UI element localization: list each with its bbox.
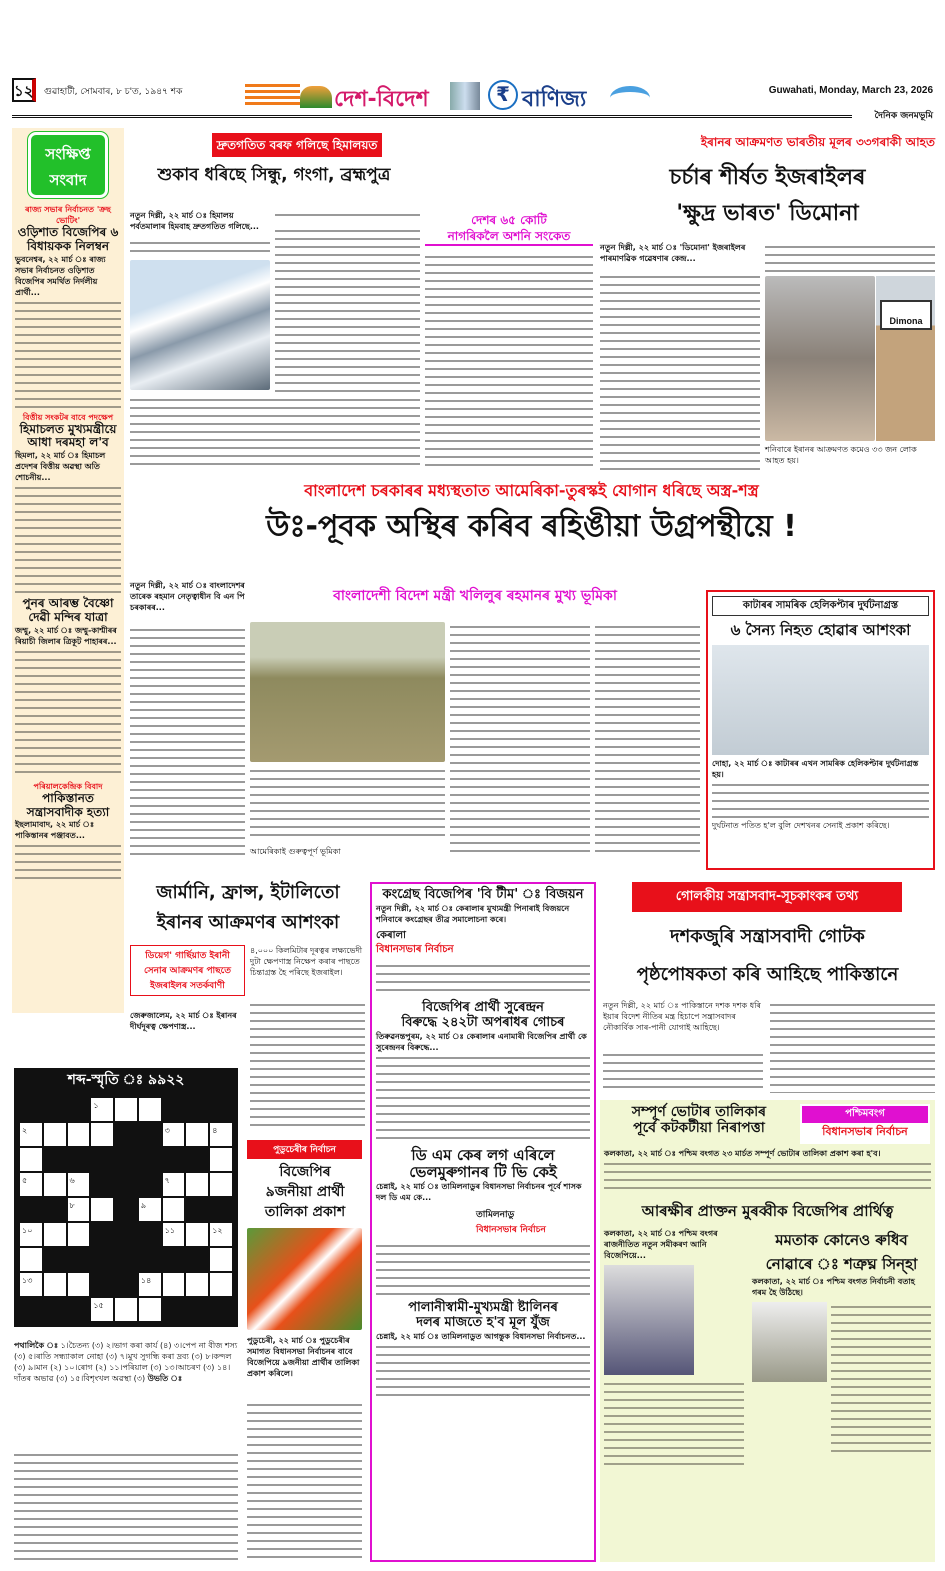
crossword-block xyxy=(163,1098,185,1121)
qatar-dateline: দোহা, ২২ মাৰ্চ ঃ কাটাৰৰ এখন সামৰিক হেলিকপ্টাৰ দুৰ্ঘটনাগ্ৰস্ত হয়। xyxy=(712,758,919,779)
crossword-block xyxy=(115,1148,137,1171)
brief-text: ছিমলা, ২২ মাৰ্চ ঃ হিমাচল প্ৰদেশৰ বিত্তীয় অৱস্থা অতি শোচনীয়... xyxy=(15,451,106,483)
local-date: গুৱাহাটী, সোমবাৰ, ৮ চ'ত, ১৯৪৭ শক xyxy=(44,87,183,97)
kerala-election-logo: কেৰালা বিধানসভাৰ নিৰ্বাচন xyxy=(376,929,454,955)
brief-text: ইছলামাবাদ, ২২ মাৰ্চ ঃ পাকিস্তানৰ পঞ্জাবত... xyxy=(15,820,95,841)
brief-text: ভুবনেশ্বৰ, ২২ মাৰ্চ ঃ ৰাজ্য সভাৰ নিৰ্বাচনত ওড়িশাত বিজেপিৰ সমৰ্থিত নিৰ্দলীয় প্ৰাৰ্থী... xyxy=(15,254,106,297)
crossword-block xyxy=(91,1223,113,1246)
crossword-block xyxy=(20,1198,42,1221)
brief-kicker: পৰিয়ালকেন্দ্ৰিক বিবাদ xyxy=(33,781,103,791)
bengal-election-logo: পশ্চিমবংগ বিধানসভাৰ নিৰ্বাচন xyxy=(800,1104,930,1144)
crossword-block xyxy=(91,1273,113,1296)
brief-kicker: ৰাজ্য সভাৰ নিৰ্বাচনত 'ক্ৰছ ভোটিং' xyxy=(25,205,111,225)
qatar-label: কাটাৰৰ সামৰিক হেলিকপ্টাৰ দুৰ্ঘটনাগ্ৰস্ত xyxy=(712,596,929,616)
clues-down-label: উভতি ঃ xyxy=(147,1374,183,1383)
crossword-cell[interactable]: ৪ xyxy=(210,1123,232,1146)
crossword-cell[interactable]: ১০ xyxy=(20,1223,42,1246)
rupee-globe-icon: ₹ xyxy=(488,80,518,110)
page-number: ১২ xyxy=(12,78,36,102)
himalaya-label: দ্ৰুতগতিত বৰফ গলিছে হিমালয়ত xyxy=(212,133,382,157)
lead-headline: উঃ-পূবক অস্থিৰ কৰিব ৰহিঙীয়া উগ্ৰপন্থীয়ে ! xyxy=(266,509,797,544)
crossword-cell[interactable] xyxy=(20,1148,42,1171)
crossword-clues xyxy=(14,1340,238,1384)
crossword-cell[interactable]: ৫ xyxy=(20,1173,42,1196)
brief-kicker: বিত্তীয় সংকটৰ বাবে পদক্ষেপ xyxy=(22,412,114,422)
badge-line-1: সংক্ষিপ্ত xyxy=(45,145,91,163)
section-title-desh-videsh: দেশ-বিদেশ xyxy=(334,87,429,112)
crossword-block xyxy=(139,1123,161,1146)
crossword-cell[interactable] xyxy=(210,1148,232,1171)
clues-across-label: পথালিকৈ ঃ xyxy=(14,1341,59,1350)
crossword-block xyxy=(115,1123,137,1146)
headline-line: ডি এম কেৰ লগ এৰিলে xyxy=(411,1145,555,1164)
headline-line: পূৰ্বে কটকটীয়া নিৰাপত্তা xyxy=(633,1120,765,1137)
headline-line: তালিকা প্ৰকাশ xyxy=(264,1204,346,1220)
english-date: Guwahati, Monday, March 23, 2026 xyxy=(768,85,933,96)
crossword-block xyxy=(139,1173,161,1196)
qatar-headline: ৬ সৈন্য নিহত হোৱাৰ আশংকা xyxy=(730,620,911,639)
police-officer-image xyxy=(604,1265,694,1375)
headline-line: মমতাক কোনেও ৰুধিব xyxy=(775,1231,908,1250)
crossword-cell[interactable] xyxy=(44,1173,66,1196)
brief-title: পাকিস্তানত সন্ত্ৰাসবাদীক হত্যা xyxy=(26,790,110,819)
headline-line: নোৱাৰে ঃ শত্ৰুঘ্ন সিন্হা xyxy=(765,1255,918,1274)
surendran-dateline: তিৰুৱনন্তপুৰম, ২২ মাৰ্চ ঃ কেৰালাৰ এনামাৰী বিজেপিৰ প্ৰাৰ্থী কে সুৰেন্দ্ৰনৰ বিৰুদ্ধে... xyxy=(376,1031,587,1052)
headline-line: ভেলমুৰুগানৰ টি ভি কেই xyxy=(409,1163,557,1182)
brief-title: হিমাচলত মুখ্যমন্ত্ৰীয়ে আধা দৰমহা ল'ব xyxy=(19,421,117,450)
lead-subhead: বাংলাদেশী বিদেশ মন্ত্ৰী খলিলুৰ ৰহমানৰ মুখ্য ভূমিকা xyxy=(333,588,617,604)
crossword-block xyxy=(163,1298,185,1321)
crossword xyxy=(14,1068,238,1327)
crossword-block xyxy=(44,1198,66,1221)
himalaya-subhead xyxy=(425,212,593,246)
puducherry-dateline: পুডুচেৰী, ২২ মাৰ্চ ঃ পুডুচেৰীৰ সমাগত বিধানসভা নিৰ্বাচনৰ বাবে বিজেপিয়ে ৯জনীয়া প্ৰাৰ্থীৰ তালিকা প্ৰকাশ কৰিলে। xyxy=(247,1336,360,1378)
crossword-block xyxy=(68,1298,90,1321)
crossword-block xyxy=(186,1248,208,1271)
crossword-cell[interactable] xyxy=(163,1198,185,1221)
crossword-cell[interactable]: ১৪ xyxy=(139,1273,161,1296)
israel-dateline: নতুন দিল্লী, ২২ মাৰ্চ ঃ 'ডিমোনা' ইজৰাইলৰ পাৰমাণৱিক গৱেষণাৰ কেন্দ্ৰ... xyxy=(600,243,746,263)
stalin-dateline: চেন্নাই, ২২ মাৰ্চ ঃ তামিলনাডুত আগন্তুক বিধানসভা নিৰ্বাচনত... xyxy=(376,1332,586,1342)
kerala-headline: কংগ্ৰেছ বিজেপিৰ 'বি টীম' ঃ বিজয়ন xyxy=(382,887,584,902)
tamilnadu-election-logo: তামিলনাডু বিধানসভাৰ নিৰ্বাচন xyxy=(476,1210,546,1236)
headline-line: ইৰানৰ আক্ৰমণৰ আশংকা xyxy=(156,912,340,933)
brief-item xyxy=(12,779,124,884)
soldiers-image xyxy=(250,622,445,762)
un-building-icon xyxy=(450,82,480,110)
headline-line: বিৰুদ্ধে ২৪২টা অপৰাধৰ গোচৰ xyxy=(401,1014,565,1030)
crossword-block xyxy=(210,1298,232,1321)
lead-kicker: বাংলাদেশ চৰকাৰৰ মধ্যস্থতাত আমেৰিকা-তুৰস্কই যোগান ধৰিছে অস্ত্ৰ-শস্ত্ৰ xyxy=(304,481,759,500)
qatar-tail: দুৰ্ঘটনাত পতিত হ'ল বুলি দেশখনৰ সেনাই প্ৰকাশ কৰিছে। xyxy=(712,820,890,830)
europe-text: ৪,০০০ কিলমিটাৰ দূৰত্বৰ লক্ষ্যভেদী দুটা ক্ষেপণাস্ত্ৰ নিক্ষেপ কৰাৰ পাছতে চিন্তাগ্ৰস্ত হৈ পৰিছে ইজৰাইল। xyxy=(250,946,363,977)
subhead-line: দেশৰ ৬৫ কোটি xyxy=(471,213,547,227)
lead-dateline: নতুন দিল্লী, ২২ মাৰ্চ ঃ বাংলাদেশৰ তাৰেক ৰহমান নেতৃত্বাধীন বি এন পি চৰকাৰৰ... xyxy=(130,581,245,612)
brief-item xyxy=(12,410,124,596)
crossword-block xyxy=(115,1248,137,1271)
crossword-block xyxy=(186,1098,208,1121)
crossword-cell[interactable] xyxy=(210,1273,232,1296)
crossword-block xyxy=(68,1148,90,1171)
crossword-block xyxy=(115,1223,137,1246)
crossword-cell[interactable] xyxy=(186,1123,208,1146)
masthead-stripes xyxy=(245,84,300,108)
europe-box: ডিয়েগ' গাৰ্ছিয়াত ইৰানী সেনাৰ আক্ৰমণৰ পাছতে ইজৰাইলৰ সতৰ্কবাণী xyxy=(130,945,245,996)
crossword-cell[interactable] xyxy=(91,1198,113,1221)
header-rule xyxy=(12,115,852,118)
brief-title: ওড়িশাত বিজেপিৰ ৬ বিধায়কক নিলম্বন xyxy=(17,225,119,253)
crossword-cell[interactable]: ৩ xyxy=(163,1123,185,1146)
headline-line: বিজেপিৰ প্ৰাৰ্থী সুৰেন্দ্ৰন xyxy=(422,999,544,1015)
crossword-block xyxy=(91,1173,113,1196)
crossword-cell[interactable] xyxy=(44,1123,66,1146)
helicopter-image xyxy=(712,645,929,755)
headline-line: সম্পূৰ্ণ ভোটাৰ তালিকাৰ xyxy=(631,1104,767,1120)
bengal-dateline-2: কলকাতা, ২২ মাৰ্চ ঃ পশ্চিম বংগৰ ৰাজনীতিত নতুন সমীকৰণ আনি বিজেপিয়ে... xyxy=(604,1229,718,1261)
brief-item xyxy=(12,595,124,779)
shatrughan-image xyxy=(752,1302,827,1382)
headline-line: চৰ্চাৰ শীৰ্ষত ইজৰাইলৰ xyxy=(669,165,866,190)
headline-line: ৯জনীয়া প্ৰাৰ্থী xyxy=(265,1184,345,1200)
himalaya-mountain-image xyxy=(130,260,270,390)
europe-dateline: জেৰুজালেম, ২২ মাৰ্চ ঃ ইৰানৰ দীৰ্ঘদূৰত্ব ক্ষেপণাস্ত্ৰ... xyxy=(130,1011,237,1031)
bengal-dateline-3: কলকাতা, ২২ মাৰ্চ ঃ পশ্চিম বংগত নিৰ্বাচনী বতাহ গৰম হৈ উঠিছে। xyxy=(752,1277,915,1298)
crossword-cell[interactable] xyxy=(91,1123,113,1146)
crossword-cell[interactable] xyxy=(186,1173,208,1196)
qatar-box xyxy=(706,590,935,870)
crossword-cell[interactable]: ১৩ xyxy=(20,1273,42,1296)
crossword-cell[interactable]: ৯ xyxy=(139,1198,161,1221)
europe-headline xyxy=(128,878,368,938)
crossword-cell[interactable] xyxy=(210,1248,232,1271)
puducherry-label: পুডুচেৰীৰ নিৰ্বাচন xyxy=(247,1140,362,1159)
bengal-headline-2: আৰক্ষীৰ প্ৰাক্তন মুৰব্বীক বিজেপিৰ প্ৰাৰ্থিত্ব xyxy=(641,1202,894,1221)
dimona-road-sign: Dimona xyxy=(880,300,932,330)
terror-dateline: নতুন দিল্লী, ২২ মাৰ্চ ঃ পাকিস্তানে দশক দশক ধৰি ইয়াৰ বিদেশ নীতিৰ মন্ত্ৰ হিচাপে সন্ত্ৰাসবাদৰ নৌকাৰ্বিক সাৰ-পানী যোগাই আহিছে। xyxy=(603,1001,761,1032)
crossword-cell[interactable] xyxy=(115,1098,137,1121)
tvk-dateline: চেন্নাই, ২২ মাৰ্চ ঃ তামিলনাডুৰ বিধানসভা নিৰ্বাচনৰ পূৰ্বে শাসক দল ডি এম কে... xyxy=(376,1182,582,1203)
bjp-flags-image xyxy=(247,1228,362,1330)
israel-caption: শনিবাৰে ইৰানৰ আক্ৰমণত কমেও ৩৩ জন লোক আহত হয়। xyxy=(765,445,917,465)
crossword-cell[interactable]: ৬ xyxy=(68,1173,90,1196)
crossword-block xyxy=(186,1148,208,1171)
brief-text: জম্মু, ২২ মাৰ্চ ঃ জম্মু-কাশ্মীৰৰ ৰিয়াচী জিলাৰ ত্ৰিকূট পাহাৰৰ... xyxy=(15,625,117,646)
brief-news-column xyxy=(12,128,124,1013)
election-box xyxy=(370,882,596,1562)
crossword-cell[interactable]: ১২ xyxy=(210,1223,232,1246)
crossword-block xyxy=(44,1248,66,1271)
crossword-block xyxy=(44,1148,66,1171)
headline-line: দলৰ মাজতে হ'ব মূল যুঁজ xyxy=(416,1315,550,1331)
crossword-cell[interactable] xyxy=(139,1098,161,1121)
terror-label: গোলকীয় সন্ত্ৰাসবাদ-সূচকাংকৰ তথ্য xyxy=(632,882,902,912)
crossword-block xyxy=(186,1198,208,1221)
himalaya-headline: শুকাব ধৰিছে সিন্ধু, গংগা, ব্ৰহ্মপুত্ৰ xyxy=(157,165,391,185)
paper-name: দৈনিক জনমভূমি xyxy=(874,111,933,121)
bengal-section xyxy=(600,1100,935,1562)
kerala-dateline: নতুন দিল্লী, ২২ মাৰ্চ ঃ কেৰালাৰ মুখ্যমন্ত্ৰী পিনাৰাই বিজয়নে শনিবাৰে কংগ্ৰেছৰ তীব্ৰ সমালোচনা কৰে। xyxy=(376,903,570,924)
crossword-cell[interactable] xyxy=(68,1223,90,1246)
crossword-cell[interactable] xyxy=(139,1298,161,1321)
crossword-cell[interactable] xyxy=(115,1298,137,1321)
lead-tail: আমেৰিকাই গুৰুত্বপূৰ্ণ ভূমিকা xyxy=(250,847,341,856)
crossword-cell[interactable] xyxy=(186,1223,208,1246)
crossword-block xyxy=(139,1148,161,1171)
headline-line: বিজেপিৰ xyxy=(279,1164,331,1180)
crossword-cell[interactable] xyxy=(44,1223,66,1246)
badge-line-2: সংবাদ xyxy=(49,171,87,189)
crossword-cell[interactable]: ১ xyxy=(91,1098,113,1121)
crossword-cell[interactable] xyxy=(68,1273,90,1296)
crossword-cell[interactable] xyxy=(210,1173,232,1196)
himalaya-dateline: নতুন দিল্লী, ২২ মাৰ্চ ঃ হিমালয় পৰ্বতমালাৰ হিমবাহ দ্ৰুতগতিত গলিছে... xyxy=(130,211,259,231)
headline-line: 'ক্ষুদ্ৰ ভাৰত' ডিমোনা xyxy=(676,201,859,226)
puducherry-headline xyxy=(245,1162,365,1222)
crossword-cell[interactable]: ১১ xyxy=(163,1223,185,1246)
crossword-cell[interactable] xyxy=(186,1273,208,1296)
crossword-block xyxy=(44,1098,66,1121)
crossword-block xyxy=(163,1148,185,1171)
brief-title: পুনৰ আৰম্ভ বৈষ্ণো দেৱী মন্দিৰ যাত্ৰা xyxy=(22,596,114,624)
crossword-block xyxy=(115,1198,137,1221)
crossword-block xyxy=(91,1148,113,1171)
terror-headline xyxy=(600,918,935,994)
crossword-block xyxy=(68,1098,90,1121)
crossword-cell[interactable]: ৭ xyxy=(163,1173,185,1196)
crossword-block xyxy=(163,1248,185,1271)
bengal-dateline-1: কলকাতা, ২২ মাৰ্চ ঃ পশ্চিম বংগত ২৩ মাৰ্চত সম্পূৰ্ণ ভোটাৰ তালিকা প্ৰকাশ কৰা হ'ব। xyxy=(604,1149,881,1159)
crossword-block xyxy=(186,1298,208,1321)
crossword-block xyxy=(44,1298,66,1321)
headline-line: পালানীস্বামী-মুখ্যমন্ত্ৰী ষ্টালিনৰ xyxy=(408,1300,558,1316)
crossword-block xyxy=(68,1248,90,1271)
headline-line: পৃষ্ঠপোষকতা কৰি আহিছে পাকিস্তানে xyxy=(636,964,899,985)
headline-line: দশকজুৰি সন্ত্ৰাসবাদী গোটক xyxy=(670,926,865,947)
crossword-block xyxy=(20,1298,42,1321)
israel-kicker: ইৰানৰ আক্ৰমণত ভাৰতীয় মূলৰ ৩৩গৰাকী আহত xyxy=(700,135,935,149)
crossword-block xyxy=(139,1223,161,1246)
crossword-cell[interactable]: ৮ xyxy=(68,1198,90,1221)
crossword-cell[interactable]: ১৫ xyxy=(91,1298,113,1321)
crossword-cell[interactable] xyxy=(20,1248,42,1271)
crossword-cell[interactable] xyxy=(163,1273,185,1296)
crossword-block xyxy=(115,1273,137,1296)
crossword-block xyxy=(91,1248,113,1271)
clues-text: ১।চৈতন্য (৩) ২।ভাগ কৰা কাৰ্য (৪) ৩।পেপ না বীজ শস্য (৩) ৫।ৰাতি সন্ধ্যাকাল নোহা (৩) ৭।মুখ সুগন্ধি কৰা দ্ৰব্য (৩) ৮।কন্দল (৩) ৯।মান (২) ১০।ৰোগ (২) ১১।পৰিয়াল (৩) ১৩।আচৰণ (৩) ১৪।দাঁতৰ অভাৱ (৩) ১৫।বিশৃংখল অৱস্থা (৩) xyxy=(14,1341,238,1383)
crossword-cell[interactable] xyxy=(68,1123,90,1146)
crossword-block xyxy=(210,1198,232,1221)
dimona-damage-image xyxy=(765,276,875,441)
crossword-cell[interactable]: ২ xyxy=(20,1123,42,1146)
crossword-block xyxy=(20,1098,42,1121)
stock-arc-icon xyxy=(610,86,650,110)
crossword-block xyxy=(115,1173,137,1196)
subhead-line: নাগৰিকলৈ অশনি সংকেত xyxy=(425,228,593,246)
section-title-banijya: বাণিজ্য xyxy=(522,87,587,112)
brief-news-badge xyxy=(28,132,108,198)
crossword-grid[interactable] xyxy=(14,1092,238,1327)
crossword-title: শব্দ-স্মৃতি ঃ ৯৯২২ xyxy=(67,1072,185,1088)
crossword-block xyxy=(139,1248,161,1271)
headline-line: জাৰ্মানি, ফ্ৰান্স, ইটালিতো xyxy=(156,882,340,903)
brief-item xyxy=(12,202,124,410)
crossword-block xyxy=(210,1098,232,1121)
parliament-icon xyxy=(300,86,332,108)
israel-headline xyxy=(600,160,935,232)
crossword-cell[interactable] xyxy=(44,1273,66,1296)
